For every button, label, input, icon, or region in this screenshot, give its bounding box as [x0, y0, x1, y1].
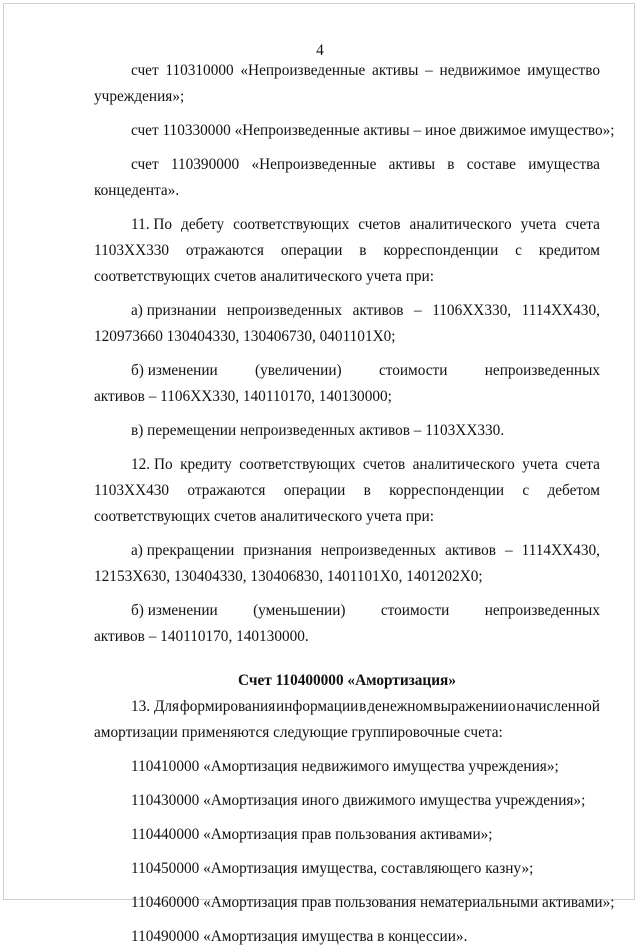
word: о	[507, 698, 516, 715]
section-heading: Счет 110400000 «Амортизация»	[238, 672, 456, 689]
text-line: 110410000 «Амортизация недвижимого имущества учреждения»;	[131, 758, 559, 775]
word: счетов	[362, 456, 406, 473]
word: аналитического	[412, 456, 515, 473]
word: составе	[466, 156, 516, 173]
word: отражаются	[185, 242, 264, 259]
word: операции	[280, 242, 343, 259]
word: учета	[520, 216, 557, 233]
word: 1114ХХ430,	[521, 302, 600, 319]
word: «Непроизведенные	[240, 62, 366, 79]
word: в	[359, 698, 367, 715]
word: в	[363, 482, 371, 499]
word: соответствующих	[233, 216, 350, 233]
text-line: 110430000 «Амортизация иного движимого имущества учреждения»;	[131, 792, 586, 809]
word: 12. По	[131, 456, 173, 473]
word: 110390000	[170, 156, 240, 173]
word: денежном	[367, 698, 433, 715]
word: с	[515, 242, 522, 259]
word: непроизведенных	[484, 362, 600, 379]
word: 1103ХХ430	[94, 482, 170, 499]
text-line: в) перемещении непроизведенных активов – 1103ХХ330.	[131, 422, 505, 439]
page-number: 4	[316, 42, 324, 59]
word: отражаются	[187, 482, 266, 499]
word: кредитом	[538, 242, 600, 259]
text-line: 120973660 130404330, 130406730, 0401101Х0;	[94, 328, 396, 345]
word: имущество	[527, 62, 600, 79]
document-body	[94, 58, 615, 950]
word: непроизведенных	[226, 302, 343, 319]
word: выражении	[433, 698, 507, 715]
word: активы	[388, 156, 436, 173]
word: 1103ХХ330	[94, 242, 170, 259]
text-line	[94, 238, 600, 264]
word: имущества	[528, 156, 600, 173]
text-line	[94, 452, 600, 478]
word: счета	[565, 456, 600, 473]
word: «Непроизведенные	[251, 156, 377, 173]
text-line: счет 110330000 «Непроизведенные активы – иное движимое имущество»;	[131, 122, 615, 139]
word: в	[359, 242, 367, 259]
word: 13. Для	[131, 698, 180, 715]
word: (уменьшении)	[253, 602, 346, 619]
word: а) признании	[131, 302, 217, 319]
word: с	[522, 482, 530, 499]
word: счет	[131, 62, 159, 79]
word: счетов	[358, 216, 401, 233]
text-line: 110460000 «Амортизация прав пользования нематериальными активами»;	[131, 894, 615, 911]
word: 1114ХХ430,	[521, 542, 600, 559]
word: 11. По	[131, 216, 173, 233]
word: корреспонденции	[389, 482, 505, 499]
text-line: учреждения»;	[94, 88, 185, 105]
word: стоимости	[378, 362, 448, 379]
text-line	[94, 478, 600, 504]
text-line: 110450000 «Амортизация имущества, составляющего казну»;	[131, 860, 534, 877]
word: счета	[565, 216, 600, 233]
text-line: активов – 140110170, 140130000.	[94, 628, 309, 645]
word: счет	[131, 156, 159, 173]
word: (увеличении)	[255, 362, 342, 379]
word: –	[425, 62, 433, 79]
word: аналитического	[409, 216, 512, 233]
text-line	[94, 298, 600, 324]
word: недвижимое	[439, 62, 521, 79]
word: непроизведенных	[320, 542, 437, 559]
word: соответствующих	[239, 456, 356, 473]
text-line: соответствующих счетов аналитического учета при:	[94, 268, 434, 285]
word: дебету	[181, 216, 225, 233]
text-line: 110490000 «Амортизация имущества в концессии».	[131, 928, 468, 945]
word: б) изменении	[131, 362, 218, 379]
word: признания	[243, 542, 312, 559]
word: 1106ХХ330,	[432, 302, 512, 319]
word: а) прекращении	[131, 542, 235, 559]
word: непроизведенных	[484, 602, 600, 619]
word: 110310000	[165, 62, 234, 79]
word: начисленной	[516, 698, 600, 715]
text-line	[94, 58, 600, 84]
text-line	[94, 152, 600, 178]
text-line: 110440000 «Амортизация прав пользования активами»;	[131, 826, 493, 843]
text-line: амортизации применяются следующие группировочные счета:	[94, 724, 503, 741]
word: дебетом	[547, 482, 600, 499]
word: информации	[276, 698, 359, 715]
text-line	[94, 598, 600, 624]
text-line: соответствующих счетов аналитического учета при:	[94, 508, 434, 525]
word: –	[414, 302, 422, 319]
word: учета	[522, 456, 558, 473]
text-line: 12153Х630, 130404330, 130406830, 1401101Х0, 1401202Х0;	[94, 568, 483, 585]
word: активов	[352, 302, 404, 319]
word: –	[504, 542, 513, 559]
word: кредиту	[180, 456, 232, 473]
text-line	[94, 358, 600, 384]
text-line	[94, 694, 600, 720]
text-line: активов – 1106ХХ330, 140110170, 140130000;	[94, 388, 392, 405]
text-line	[94, 538, 600, 564]
word: активов	[445, 542, 496, 559]
word: стоимости	[380, 602, 450, 619]
word: корреспонденции	[383, 242, 499, 259]
word: формирования	[179, 698, 276, 715]
word: в	[447, 156, 455, 173]
text-line: концедента».	[94, 182, 180, 199]
text-line	[94, 212, 600, 238]
word: б) изменении	[131, 602, 218, 619]
word: операции	[283, 482, 346, 499]
word: активы	[372, 62, 419, 79]
